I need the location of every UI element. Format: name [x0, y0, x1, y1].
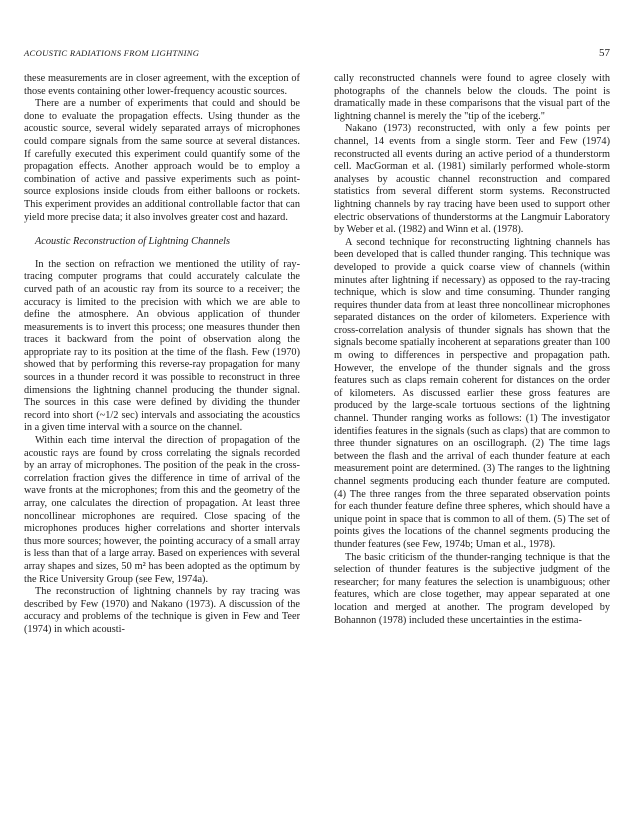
paragraph: The reconstruction of lightning channels by ray tracing was described by Few (1970) and Nakano (1973). A discussion of the accuracy and problems of the technique is given in Few and Teer (1974) in which acousti- — [24, 586, 300, 635]
paragraph: Nakano (1973) reconstructed, with only a few points per channel, 14 events from a single storm. Teer and Few (1974) reconstructed all events during an active period of a thunderstorm cell. MacGorman et al. (1981) similarly performed whole-storm analyses by acoustic channel reconstruction and compared statistics from several different storm systems. Reconstructed lightning channels by ray tracing have been used to support other electric observations of thunderstorms at the Langmuir Laboratory by Weber et al. (1982) and Winn et al. (1978). — [334, 123, 610, 236]
running-header — [24, 48, 610, 62]
page-number: 57 — [599, 47, 610, 59]
paragraph: these measurements are in closer agreement, with the exception of those events containing other lower-frequency acoustic sources. — [24, 73, 300, 97]
paragraph: Within each time interval the direction of propagation of the acoustic rays are found by cross correlating the signals recorded by an array of microphones. The position of the peak in the cross-correlation fraction gives the difference in time of arrival of the wave fronts at the microphones; from this and the geometry of the array, one calculates the direction of propagation. At least three noncollinear microphones are required. Close spacing of the microphones produces higher correlations and shorter intervals thus more sources; however, the pointing accuracy of a small array is less than that of a large array. Based on experiences with several array shapes and sizes, 50 m² has been adopted as the optimum by the Rice University Group (see Few, 1974a). — [24, 435, 300, 585]
right-column — [334, 73, 610, 627]
left-column — [24, 73, 300, 637]
paragraph: There are a number of experiments that could and should be done to evaluate the propagation effects. Using thunder as the acoustic source, several widely separated arrays of microphones could compare signals from the same source at several distances. If carefully executed this experiment could quantify some of the propagation effects. Another approach would be to employ a combination of active and passive experiments such as point-source explosions inside clouds from either balloons or rockets. This experiment provides an additional controllable factor that can yield more precise data; it also involves greater cost and hazard. — [24, 98, 300, 223]
paragraph: A second technique for reconstructing lightning channels has been developed that is called thunder ranging. This technique was developed to provide a quick coarse view of channels (within minutes after lightning if necessary) as opposed to the ray-tracing technique, which is slow and time consuming. Thunder ranging requires thunder data from at least three noncollinear microphones separated distances on the order of kilometers. Experience with cross-correlation analysis of thunder signals has shown that the signals become spatially incoherent at separations greater than 100 m owing to differences in perspective and propagation path. However, the envelope of the thunder signals and the gross features such as claps remain coherent for distances on the order of kilometers. As discussed earlier these gross features are produced by the large-scale tortuous sections of the lightning channel. Thunder ranging works as follows: (1) The investigator identifies features in the signals (such as claps) that are common to three thunder signatures on an oscillograph. (2) The time lags between the flash and the arrival of each thunder feature at each measurement point are determined. (3) The ranges to the lightning channel segments producing each thunder feature are computed. (4) The three ranges from the three separated observation points for each thunder feature define three spheres, which should have a unique point in space that is common to all of them. (5) The set of points gives the locations of the channel segments producing the thunder features (see Few, 1974b; Uman et al., 1978). — [334, 236, 610, 550]
running-title: ACOUSTIC RADIATIONS FROM LIGHTNING — [24, 48, 200, 58]
paragraph: cally reconstructed channels were found to agree closely with photographs of the channels below the clouds. The point is dramatically made in these comparisons that the visual part of the lightning channel is merely the "tip of the iceberg." — [334, 73, 610, 122]
section-heading: Acoustic Reconstruction of Lightning Channels — [35, 236, 231, 248]
paragraph: The basic criticism of the thunder-ranging technique is that the selection of thunder features is the subjective judgment of the researcher; for many features the selection is unambiguous; other features, which are close together, may appear separated at one location and merged at another. The program developed by Bohannon (1978) included these uncertainties in the estima- — [334, 551, 610, 626]
paragraph: In the section on refraction we mentioned the utility of ray-tracing computer programs that could accurately calculate the curved path of an acoustic ray from its source to a receiver; the accuracy is limited to the precision with which we are able to define the atmosphere. An obvious application of thunder measurements is to invert this process; one measures thunder then traces it backward from the point of observation along the appropriate ray to its position at the time of the flash. Few (1970) showed that by performing this reverse-ray propagation for many sources in a thunder record it was possible to reconstruct in three dimensions the lightning channel producing the thunder signal. The sources in this case were defined by dividing the thunder record into short (~1/2 sec) intervals and associating the acoustics in a given time interval with a source on the channel. — [24, 258, 300, 434]
